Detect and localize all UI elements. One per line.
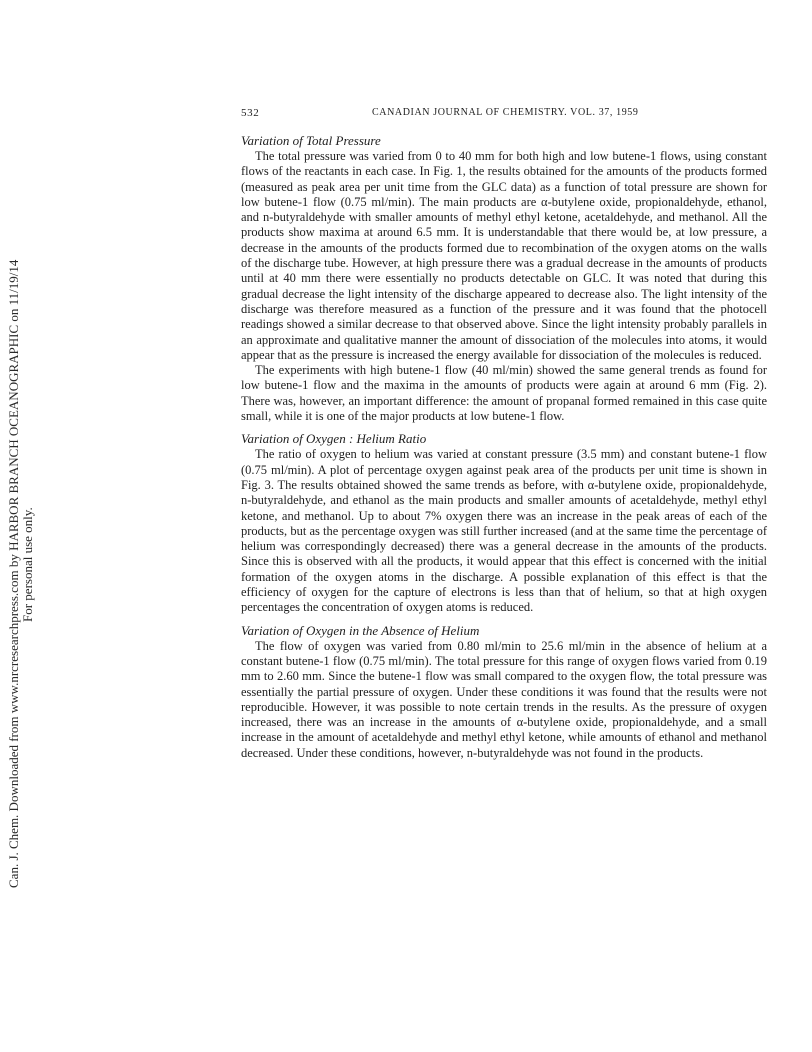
watermark-line-source: Can. J. Chem. Downloaded from www.nrcresearchpress.com by HARBOR BRANCH OCEANOGRAPHIC on 11/19/14 xyxy=(6,259,21,888)
body-paragraph: The experiments with high butene-1 flow (40 ml/min) showed the same general trends as found for low butene-1 flow and the maxima in the amounts of products were again at around 6 mm (Fig. 2). There was, however, an important difference: the amount of propanal formed remained in this case quite small, while it is one of the major products at low butene-1 flow. xyxy=(241,363,767,424)
body-paragraph: The ratio of oxygen to helium was varied at constant pressure (3.5 mm) and constant butene-1 flow (0.75 ml/min). A plot of percentage oxygen against peak area of the products per unit time is shown in Fig. 3. The results obtained showed the same trends as before, with α-butylene oxide, propionaldehyde, n-butyraldehyde, and ethanol as the main products and smaller amounts of acetaldehyde, methyl ethyl ketone, and methanol. Up to about 7% oxygen there was an increase in the peak areas of each of the products, but as the percentage oxygen was still further increased (and at the same time the percentage of helium was correspondingly decreased) there was a general decrease in the amounts of the products. Since this is observed with all the products, it would appear that this effect is concerned with the initial formation of the oxygen atoms in the discharge. A possible explanation of this effect is that the efficiency of oxygen for the capture of electrons is less than that of helium, so that at high oxygen percentages the concentration of oxygen atoms is reduced. xyxy=(241,447,767,615)
running-head xyxy=(241,107,767,123)
section-heading: Variation of Oxygen in the Absence of Helium xyxy=(241,622,480,638)
section-oxygen-without-helium xyxy=(241,623,767,761)
section-heading: Variation of Total Pressure xyxy=(241,133,381,148)
watermark-line-usage: For personal use only. xyxy=(20,507,35,622)
section-heading: Variation of Oxygen : Helium Ratio xyxy=(241,431,427,447)
section-total-pressure xyxy=(241,133,767,424)
section-oxygen-helium-ratio xyxy=(241,431,767,615)
body-paragraph: The total pressure was varied from 0 to 40 mm for both high and low butene-1 flows, using constant flows of the reactants in each case. In Fig. 1, the results obtained for the amounts of the products formed (measured as peak area per unit time from the GLC data) as a function of total pressure are shown for low butene-1 flow (0.75 ml/min). The main products are α-butylene oxide, propionaldehyde, ethanol, and n-butyraldehyde with smaller amounts of methyl ethyl ketone, acetaldehyde, and methanol. All the products show maxima at around 6.5 mm. It is understandable that there would be, at low pressure, a decrease in the amounts of the products formed due to recombination of the oxygen atoms on the walls of the discharge tube. However, at high pressure there was a gradual decrease in the amounts of products until at 40 mm there were essentially no products detectable on GLC. It was noted that during this gradual decrease the light intensity of the discharge appeared to decrease also. The light intensity of the discharge was therefore measured as a function of the pressure and it was found that the photocell readings showed a similar decrease to that observed above. Since the light intensity probably parallels in an approximate and qualitative manner the amount of dissociation of the molecules into atoms, it would appear that as the pressure is increased the energy available for dissociation of the molecules is reduced. xyxy=(241,149,767,362)
journal-page xyxy=(241,107,767,761)
page-number: 532 xyxy=(241,107,260,119)
body-paragraph: The flow of oxygen was varied from 0.80 ml/min to 25.6 ml/min in the absence of helium at a constant butene-1 flow (0.75 ml/min). The total pressure for this range of oxygen flows varied from 0.19 mm to 2.60 mm. Since the butene-1 flow was small compared to the oxygen flow, the total pressure was essentially the partial pressure of oxygen. Under these conditions it was found that the results were not reproducible. However, it was possible to note certain trends in the results. As the pressure of oxygen increased, there was an increase in the amounts of α-butylene oxide, propionaldehyde, and a small increase in the amount of acetaldehyde and methyl ethyl ketone, while amounts of ethanol and methanol decreased. Under these conditions, however, n-butyraldehyde was not found in the products. xyxy=(241,638,767,760)
download-watermark xyxy=(0,0,44,1052)
journal-title: CANADIAN JOURNAL OF CHEMISTRY. VOL. 37, 1959 xyxy=(372,107,639,118)
